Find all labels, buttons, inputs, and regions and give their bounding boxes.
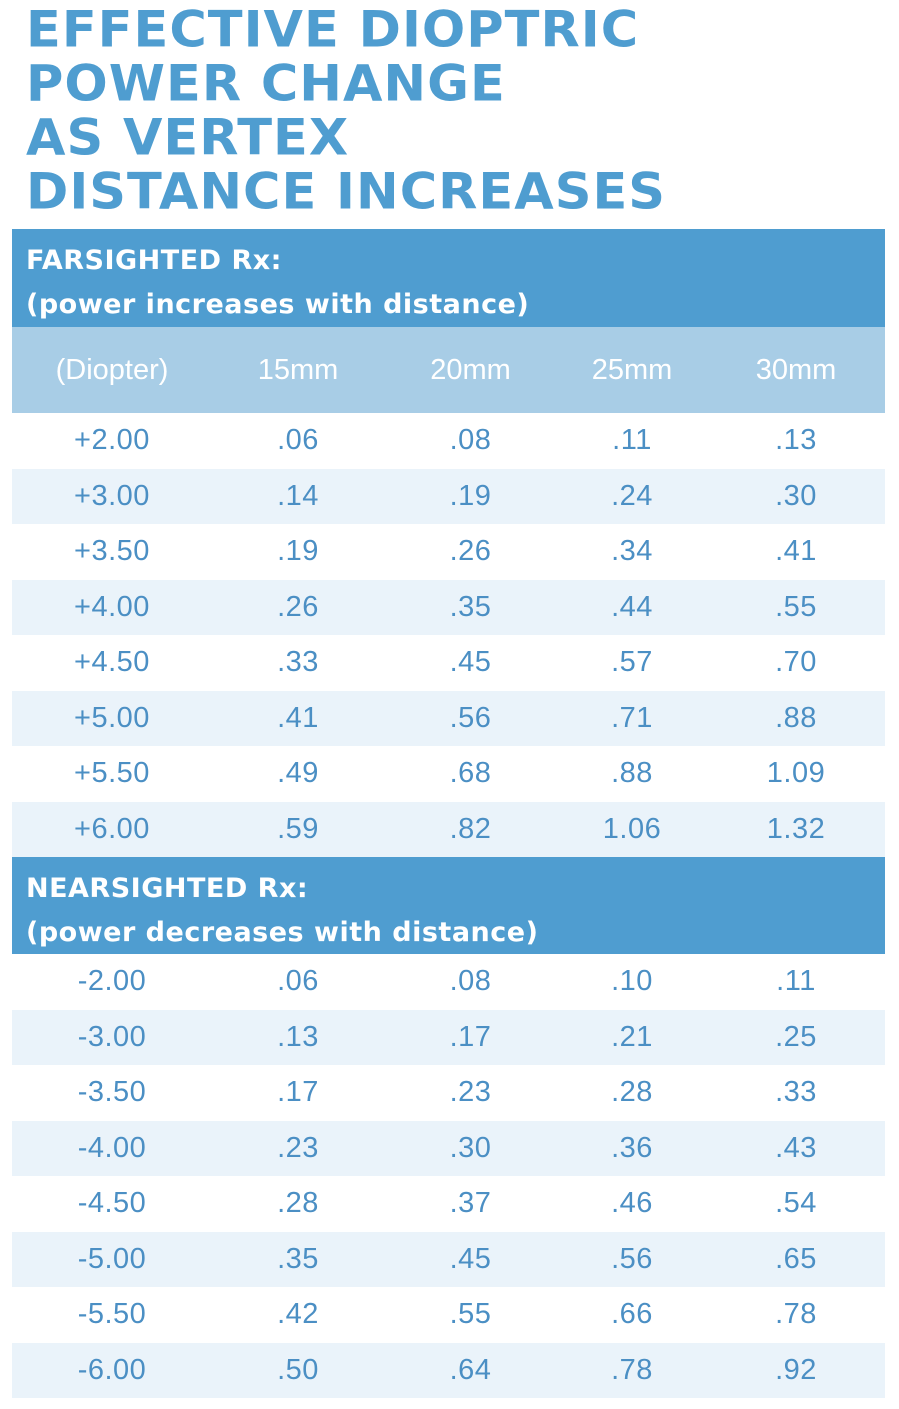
table-row (12, 413, 885, 469)
nearsighted-heading: NEARSIGHTED Rx: (26, 873, 309, 904)
title-line-1: EFFECTIVE DIOPTRIC (26, 1, 640, 60)
value-cell-30mm: .25 (775, 1020, 817, 1053)
value-cell-25mm: .21 (611, 1020, 653, 1053)
nearsighted-subheading: (power decreases with distance) (26, 917, 539, 948)
value-cell-15mm: .19 (277, 535, 319, 568)
value-cell-25mm: .10 (611, 965, 653, 998)
value-cell-25mm: .11 (612, 424, 652, 457)
table-row (12, 1121, 885, 1177)
value-cell-20mm: .23 (449, 1076, 492, 1109)
diopter-cell: +4.00 (74, 590, 150, 623)
value-cell-30mm: .54 (775, 1187, 817, 1220)
value-cell-15mm: .50 (277, 1353, 319, 1386)
value-cell-15mm: .42 (277, 1298, 319, 1331)
title-line-2: POWER CHANGE (26, 55, 506, 114)
diopter-cell: -3.00 (77, 1020, 147, 1053)
value-cell-25mm: .28 (611, 1076, 653, 1109)
diopter-cell: +4.50 (74, 646, 150, 679)
diopter-cell: -5.00 (77, 1242, 147, 1275)
table-row (12, 1065, 885, 1121)
value-cell-15mm: .17 (277, 1076, 319, 1109)
table-row (12, 1287, 885, 1343)
value-cell-25mm: .78 (611, 1353, 653, 1386)
value-cell-15mm: .41 (277, 701, 319, 734)
value-cell-30mm: .65 (775, 1242, 817, 1275)
column-header-15mm: 15mm (257, 353, 339, 386)
title-line-3: AS VERTEX (26, 109, 350, 168)
value-cell-20mm: .19 (449, 479, 492, 512)
value-cell-20mm: .82 (449, 812, 492, 845)
column-header-20mm: 20mm (430, 353, 511, 386)
value-cell-15mm: .35 (277, 1242, 319, 1275)
value-cell-20mm: .55 (449, 1298, 492, 1331)
value-cell-30mm: 1.09 (766, 757, 826, 790)
value-cell-15mm: .59 (277, 812, 319, 845)
value-cell-30mm: .78 (775, 1298, 817, 1331)
value-cell-20mm: .45 (449, 1242, 492, 1275)
diopter-cell: +5.50 (74, 757, 150, 790)
table-row (12, 1343, 885, 1399)
value-cell-30mm: .11 (776, 965, 816, 998)
nearsighted-rows (12, 954, 885, 1398)
value-cell-15mm: .13 (277, 1020, 319, 1053)
farsighted-rows (12, 413, 885, 857)
diopter-cell: +3.00 (74, 479, 150, 512)
title-line-4: DISTANCE INCREASES (26, 163, 667, 222)
diopter-cell: +5.00 (74, 701, 150, 734)
value-cell-25mm: .34 (611, 535, 653, 568)
value-cell-15mm: .14 (277, 479, 319, 512)
table-row (12, 635, 885, 691)
table-row (12, 691, 885, 747)
value-cell-30mm: .33 (775, 1076, 817, 1109)
value-cell-20mm: .45 (449, 646, 492, 679)
value-cell-25mm: .44 (611, 590, 653, 623)
farsighted-subheading: (power increases with distance) (26, 289, 530, 320)
value-cell-20mm: .68 (449, 757, 492, 790)
column-header-30mm: 30mm (755, 353, 837, 386)
value-cell-15mm: .28 (277, 1187, 319, 1220)
table-row (12, 1010, 885, 1066)
value-cell-25mm: .36 (611, 1131, 653, 1164)
column-header-diopter: (Diopter) (55, 353, 169, 386)
value-cell-30mm: .43 (775, 1131, 817, 1164)
value-cell-20mm: .08 (449, 965, 492, 998)
value-cell-25mm: 1.06 (602, 812, 662, 845)
value-cell-20mm: .37 (449, 1187, 492, 1220)
value-cell-25mm: .46 (611, 1187, 653, 1220)
diopter-cell: -5.50 (77, 1298, 147, 1331)
page-title (26, 1, 667, 222)
value-cell-25mm: .88 (611, 757, 653, 790)
value-cell-15mm: .23 (277, 1131, 319, 1164)
table-row (12, 1232, 885, 1288)
table-row (12, 580, 885, 636)
value-cell-20mm: .56 (449, 701, 492, 734)
value-cell-25mm: .56 (611, 1242, 653, 1275)
value-cell-25mm: .71 (611, 701, 653, 734)
diopter-cell: +6.00 (74, 812, 150, 845)
diopter-cell: +3.50 (74, 535, 150, 568)
value-cell-25mm: .66 (611, 1298, 653, 1331)
diopter-cell: -3.50 (77, 1076, 147, 1109)
value-cell-15mm: .06 (277, 424, 319, 457)
farsighted-section-header (12, 229, 885, 327)
diopter-cell: -4.00 (77, 1131, 147, 1164)
value-cell-20mm: .17 (449, 1020, 492, 1053)
diopter-cell: +2.00 (74, 424, 150, 457)
table-row (12, 1176, 885, 1232)
value-cell-20mm: .35 (449, 590, 492, 623)
column-header-row (12, 327, 885, 413)
value-cell-20mm: .08 (449, 424, 492, 457)
value-cell-30mm: .55 (775, 590, 817, 623)
value-cell-15mm: .06 (277, 965, 319, 998)
value-cell-30mm: .30 (775, 479, 817, 512)
value-cell-30mm: .92 (775, 1353, 817, 1386)
vertex-distance-table (12, 229, 885, 1398)
value-cell-30mm: 1.32 (766, 812, 826, 845)
diopter-cell: -6.00 (77, 1353, 147, 1386)
table-row (12, 746, 885, 802)
table-row (12, 802, 885, 858)
table-row (12, 524, 885, 580)
value-cell-30mm: .70 (775, 646, 817, 679)
diopter-cell: -4.50 (77, 1187, 147, 1220)
value-cell-15mm: .26 (277, 590, 319, 623)
value-cell-20mm: .26 (449, 535, 492, 568)
value-cell-15mm: .33 (277, 646, 319, 679)
value-cell-25mm: .24 (611, 479, 653, 512)
value-cell-15mm: .49 (277, 757, 319, 790)
value-cell-20mm: .64 (449, 1353, 492, 1386)
table-row (12, 469, 885, 525)
value-cell-30mm: .13 (775, 424, 817, 457)
table-row (12, 954, 885, 1010)
value-cell-30mm: .41 (775, 535, 817, 568)
value-cell-30mm: .88 (775, 701, 817, 734)
column-header-25mm: 25mm (591, 353, 673, 386)
value-cell-25mm: .57 (611, 646, 653, 679)
nearsighted-section-header (12, 857, 885, 954)
diopter-cell: -2.00 (77, 965, 147, 998)
farsighted-heading: FARSIGHTED Rx: (26, 245, 282, 276)
value-cell-20mm: .30 (449, 1131, 492, 1164)
